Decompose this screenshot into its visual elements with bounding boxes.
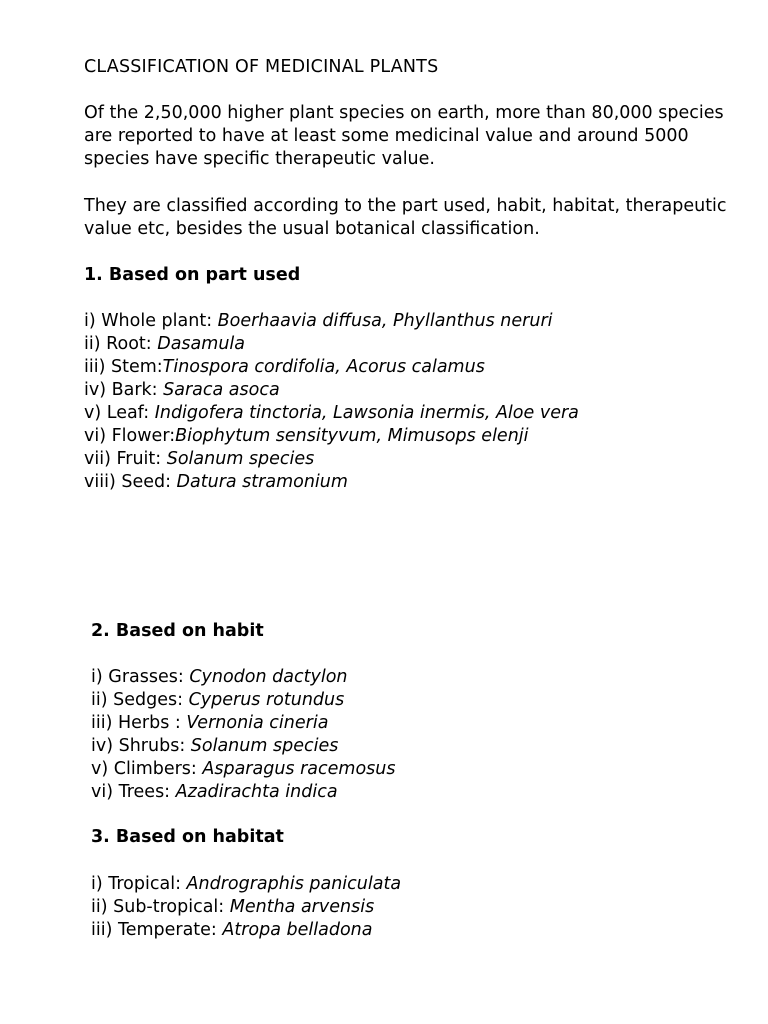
item-label: iv) Shrubs: [91,736,191,756]
item-label: iii) Stem: [84,357,163,377]
item-species: Andrographis paniculata [186,874,402,894]
item-label: i) Whole plant: [84,311,218,331]
habitat-list [91,873,401,942]
item-species: Datura stramonium [176,472,348,492]
item-species: Asparagus racemosus [202,759,396,779]
item-label: iii) Temperate: [91,920,223,940]
item-label: ii) Sedges: [91,690,189,710]
list-item [84,310,579,333]
item-label: vi) Trees: [91,782,176,802]
list-item [91,735,396,758]
part-used-list [84,310,579,494]
list-item [91,758,396,781]
item-species: Cynodon dactylon [189,667,348,687]
item-species: Indigofera tinctoria, Lawsonia inermis, Aloe vera [154,403,579,423]
item-label: iii) Herbs : [91,713,187,733]
item-label: iv) Bark: [84,380,164,400]
item-species: Dasamula [157,334,245,354]
item-species: Cyperus rotundus [188,690,345,710]
list-item [91,873,401,896]
list-item [91,781,396,804]
item-species: Tinospora cordifolia, Acorus calamus [162,357,485,377]
list-item [91,919,401,942]
intro-paragraph: Of the 2,50,000 higher plant species on earth, more than 80,000 species are reported to have at least some medicinal value and around 5000 species have specific therapeutic value. [84,103,724,169]
list-item [91,666,396,689]
item-species: Saraca asoca [163,380,280,400]
item-species: Mentha arvensis [229,897,375,917]
item-label: i) Grasses: [91,667,190,687]
list-item [84,333,579,356]
item-species: Vernonia cineria [186,713,329,733]
section-heading-part-used: 1. Based on part used [84,265,301,285]
item-label: i) Tropical: [91,874,187,894]
section-heading-habitat: 3. Based on habitat [91,827,284,847]
item-species: Boerhaavia diffusa, Phyllanthus neruri [217,311,553,331]
list-item [91,689,396,712]
item-label: v) Climbers: [91,759,203,779]
item-species: Solanum species [166,449,315,469]
item-species: Biophytum sensityvum, Mimusops elenji [175,426,529,446]
list-item [91,896,401,919]
item-label: v) Leaf: [84,403,155,423]
habit-list [91,666,396,804]
item-label: vii) Fruit: [84,449,167,469]
list-item [84,425,579,448]
list-item [84,402,579,425]
list-item [91,712,396,735]
list-item [84,356,579,379]
item-species: Atropa belladona [222,920,373,940]
section-heading-habit: 2. Based on habit [91,621,264,641]
item-label: vi) Flower: [84,426,176,446]
classification-paragraph: They are classified according to the part used, habit, habitat, therapeutic value etc, besides the usual botanical classification. [84,196,727,239]
list-item [84,379,579,402]
item-species: Azadirachta indica [175,782,338,802]
list-item [84,448,579,471]
list-item [84,471,579,494]
item-label: ii) Sub-tropical: [91,897,230,917]
document-title: CLASSIFICATION OF MEDICINAL PLANTS [84,57,439,77]
item-label: viii) Seed: [84,472,177,492]
item-species: Solanum species [190,736,339,756]
item-label: ii) Root: [84,334,158,354]
